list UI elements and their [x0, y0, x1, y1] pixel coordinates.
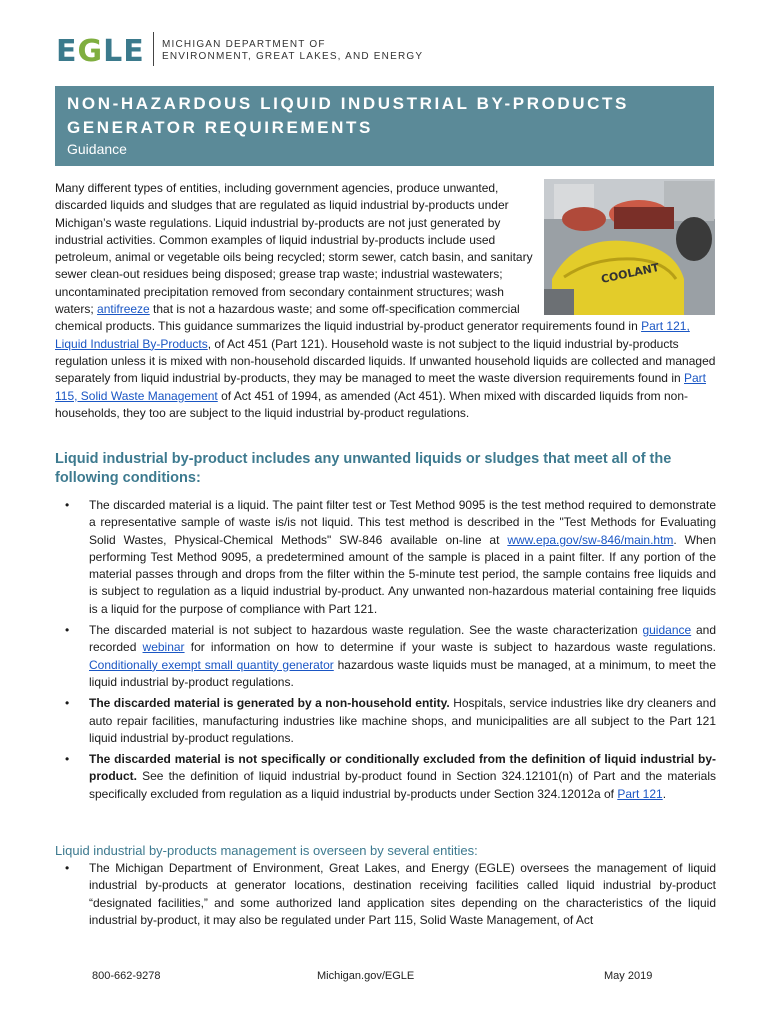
logo-divider — [153, 32, 154, 66]
bullet-icon: • — [65, 861, 70, 875]
part-115-link[interactable]: Part 115, Solid Waste Management — [55, 371, 707, 403]
webinar-link[interactable]: webinar — [142, 640, 185, 655]
agency-header — [56, 30, 456, 74]
antifreeze-link[interactable]: antifreeze — [97, 302, 150, 317]
cesqg-link[interactable]: Conditionally exempt small quantity generator — [89, 657, 334, 672]
title-banner — [55, 86, 714, 166]
condition-liquid: • The discarded material is a liquid. The paint filter test or Test Method 9095 is the test method required to demonstrate a representative sample of waste is/is not liquid. This test method is described in the "Test Methods for Evaluating Solid Wastes, Physical-Chemical Methods" SW-846 available on-line at www.epa.gov/sw-846/main.htm. When performing Test Method 9095, a predetermined amount of the sample is placed in a paint filter. If any portion of the material passes through and drops from the filter within the 5-minute test period, the sample contains free liquids and is subject to regulation as a liquid industrial by-product. Any unwanted non-hazardous material containing free liquids is a liquid for the purpose of compliance with Part 121. — [65, 498, 717, 616]
footer-website: Michigan.gov/EGLE — [317, 970, 415, 982]
department-line-1: MICHIGAN DEPARTMENT OF — [162, 39, 326, 50]
page-title — [67, 92, 629, 140]
epa-sw846-link[interactable]: www.epa.gov/sw-846/main.htm — [507, 532, 674, 547]
condition-non-household: • The discarded material is generated by a non-household entity. Hospitals, service industries like dry cleaners and auto repair facilities, manufacturing industries like machine shops, and municipalities are all subject to the Part 121 liquid industrial by-product regulations. — [65, 696, 717, 745]
department-line-2: ENVIRONMENT, GREAT LAKES, AND ENERGY — [162, 51, 424, 62]
bullet-icon: • — [65, 752, 70, 767]
title-line-1: NON-HAZARDOUS LIQUID INDUSTRIAL BY-PRODUCTS — [67, 94, 629, 113]
page-subtitle: Guidance — [67, 141, 127, 157]
conditions-heading: Liquid industrial by-product includes any unwanted liquids or sludges that meet all of the following conditions: — [55, 451, 672, 486]
oversight-list — [55, 860, 716, 933]
footer-phone: 800-662-9278 — [92, 970, 161, 982]
oversight-egle: • The Michigan Department of Environment, Great Lakes, and Energy (EGLE) oversees the management of liquid industrial by-products at generator locations, destination receiving facilities called liquid industrial by-product “designated facilities,” and some authorized land application sites depending on the characteristics of the liquid industrial by-product, it may also be regulated under Part 115, Solid Waste Management, of Act — [65, 861, 716, 927]
title-line-2: GENERATOR REQUIREMENTS — [67, 118, 373, 137]
part-121-link-2[interactable]: Part 121 — [617, 786, 663, 801]
photo-spacer — [538, 180, 716, 318]
footer-date: May 2019 — [604, 970, 653, 982]
guidance-link[interactable]: guidance — [642, 623, 692, 638]
part-121-link[interactable]: Part 121, Liquid Industrial By-Products — [55, 319, 690, 351]
bullet-icon: • — [65, 498, 70, 512]
condition-not-hazardous: • The discarded material is not subject to hazardous waste regulation. See the waste characterization guidance and recorded webinar for information on how to determine if your waste is subject to hazardous waste regulations. Conditionally exempt small quantity generator hazardous waste liquids must be managed, at a minimum, to meet the liquid industrial by-product regulations. — [65, 623, 716, 689]
bullet-icon: • — [65, 696, 70, 711]
conditions-list — [55, 497, 716, 807]
intro-paragraph: Many different types of entities, including government agencies, produce unwanted, discarded liquids and sludges that are regulated as liquid industrial by-products under Michigan’s waste regulations. Liquid industrial by-products are not just generated by industrial activities. Common examples of liquid industrial by-products include used petroleum, animal or vegetable oils being recycled; storm sewer, catch basin, and sanitary sewer clean-out residues being disposed; grease trap waste; industrial wastewaters; uncontaminated precipitation removed from secondary containment structures; wash waters; antifreeze that is not a hazardous waste; and some off-specification commercial chemical products. This guidance summarizes the liquid industrial by-product generator requirements found in Part 121, Liquid Industrial By-Products, of Act 451 (Part 121). Household waste is not subject to the liquid industrial by-products regulation unless it is mixed with non-household discarded liquids. If unwanted household liquids are collected and managed separately from liquid industrial by-products, they may be managed to meet the waste diversion requirements found in Part 115, Solid Waste Management of Act 451 of 1994, as amended (Act 451). When mixed with discarded liquids from non-households, they too are subject to the liquid industrial by-product regulations. — [55, 181, 716, 420]
coolant-label: COOLANT — [599, 260, 661, 286]
egle-logo: EGLE — [56, 34, 145, 69]
condition-not-excluded: • The discarded material is not specifically or conditionally excluded from the definition of liquid industrial by-product. See the definition of liquid industrial by-product found in Section 324.12101(n) of Part and the materials specifically excluded from regulation as a liquid industrial by-products under Section 324.12012a of Part 121. — [65, 752, 716, 801]
department-name — [162, 39, 423, 63]
bullet-icon: • — [65, 623, 70, 638]
oversight-heading: Liquid industrial by-products management is overseen by several entities: — [55, 843, 478, 858]
